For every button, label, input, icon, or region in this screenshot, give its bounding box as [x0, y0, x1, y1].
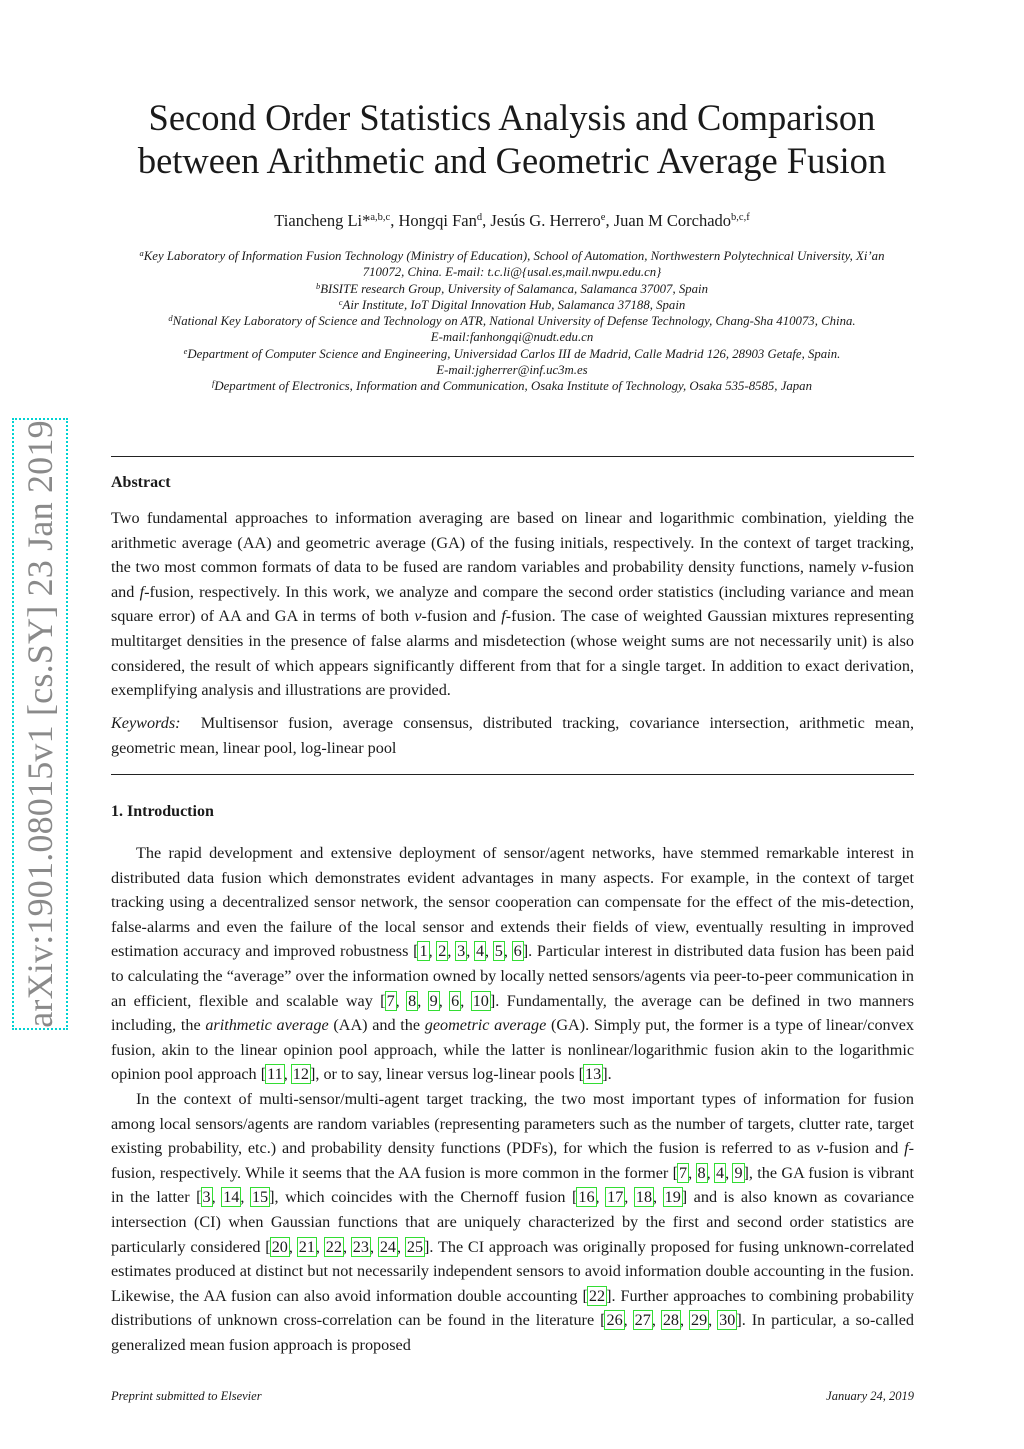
section-heading-introduction: 1. Introduction [111, 803, 214, 820]
citation-link[interactable]: 7 [386, 991, 395, 1010]
citation-link[interactable]: 19 [664, 1188, 681, 1207]
abstract-heading: Abstract [111, 474, 171, 491]
citation-link[interactable]: 27 [634, 1311, 651, 1330]
citation-link[interactable]: 5 [494, 942, 503, 961]
author-name: Juan M Corchado [613, 211, 732, 230]
footer-preprint-note: Preprint submitted to Elsevier [111, 1389, 262, 1403]
affiliation-e: $^e$Department of Computer Science and Engineering, Universidad Carlos III de Madrid, Calle Madrid 126, 28903 Getafe, Spain. [183, 345, 841, 361]
citation-link[interactable]: 12 [292, 1065, 309, 1084]
citation-link[interactable]: 15 [251, 1188, 269, 1207]
citation-link[interactable]: 23 [352, 1237, 369, 1256]
intro-paragraph-2: In the context of multi-sensor/multi-agent target tracking, the two most important types of information for fusion among local sensors/agents are random variables (representing parameters such as the number of targets, clutter rate, target existing probability, etc.) and probability density functions (PDFs), for which the fusion is referred to as v-fusion and f-fusion, respectively. While it seems that the AA fusion is more common in the former [7, 8, 4, 9], the GA fusion is vibrant in the latter [3, 14, 15], which coincides with the Chernoff fusion [16, 17, 18, 19] and is also known as covariance intersection (CI) when Gaussian functions that are uniquely characterized by the first and second order statistics are particularly considered [20, 21, 22, 23, 24, 25]. The CI approach was originally proposed for fusing unknown-correlated estimates produced at distinct but not necessarily independent sensors to avoid information double accounting in the fusion. Likewise, the AA fusion can also avoid information double accounting [22]. Further approaches to combining probability distributions of unknown cross-correlation can be found in the literature [26, 27, 28, 29, 30]. In particular, a so-called generalized mean fusion approach is proposed [111, 1090, 915, 1354]
citation-link[interactable]: 8 [697, 1163, 706, 1182]
citation-link[interactable]: 11 [267, 1065, 283, 1084]
bottom-divider [111, 774, 914, 775]
abstract-body: Two fundamental approaches to information averaging are based on linear and logarithmic combination, yielding the arithmetic average (AA) and geometric average (GA) of the fusing initials, respectively. In the context of target tracking, the two most common formats of data to be fused are random variables and probability density functions, namely v-fusion and f-fusion, respectively. In this work, we analyze and compare the second order statistics (including variance and mean square error) of AA and GA in terms of both v-fusion and f-fusion. The case of weighted Gaussian mixtures representing multitarget densities in the presence of false alarms and misdetection (whose weight sums are not necessarily unit) is also considered, the result of which appears significantly different from that for a single target. In addition to exact derivation, exemplifying analysis and illustrations are provided. [111, 509, 915, 700]
citation-link[interactable]: 1 [419, 942, 428, 961]
citation-link[interactable]: 24 [379, 1237, 396, 1256]
affiliation-d: $^d$National Key Laboratory of Science and Technology on ATR, National University of Defense Technology, Chang-Sha 410073, China. [168, 313, 856, 329]
citation-link[interactable]: 6 [451, 991, 460, 1010]
author-name: Hongqi Fan [398, 211, 477, 230]
citation-link[interactable]: 22 [325, 1237, 342, 1256]
citation-link[interactable]: 2 [438, 942, 447, 961]
citation-link[interactable]: 16 [578, 1188, 595, 1207]
citation-link[interactable]: 7 [679, 1163, 688, 1182]
title-line-2: between Arithmetic and Geometric Average Fusion [137, 140, 887, 181]
arxiv-stamp[interactable] [12, 418, 68, 1030]
intro-paragraph-1: The rapid development and extensive deployment of sensor/agent networks, have stemmed remarkable interest in distributed data fusion which demonstrates evident advantages in many aspects. For example, in the context of target tracking using a decentralized sensor network, the sensor cooperation can compensate for the effect of the mis-detection, false-alarms and even the failure of the local sensor and extends their fields of view, eventually resulting in improved estimation accuracy and improved robustness [1, 2, 3, 4, 5, 6]. Particular interest in distributed data fusion has been paid to calculating the “average” over the information owned by locally netted sensors/agents via peer-to-peer communication in an efficient, flexible and scalable way [7, 8, 9, 6, 10]. Fundamentally, the average can be defined in two manners including, the arithmetic average (AA) and the geometric average (GA). Simply put, the former is a type of linear/convex fusion, akin to the linear opinion pool approach, while the latter is nonlinear/logarithmic fusion akin to the logarithmic opinion pool approach [11, 12], or to say, linear versus log-linear pools [13]. [111, 844, 915, 1084]
citation-link[interactable]: 8 [408, 991, 417, 1010]
footer-date: January 24, 2019 [826, 1389, 914, 1403]
citation-link[interactable]: 20 [271, 1237, 288, 1256]
keywords-text: Multisensor fusion, average consensus, distributed tracking, covariance intersection, arithmetic mean, geometric mean, linear pool, log-linear pool [111, 714, 914, 757]
citation-link[interactable]: 21 [298, 1237, 315, 1256]
affiliation-a-email: 710072, China. E-mail: t.c.li@{usal.es,mail.nwpu.edu.cn} [362, 265, 662, 280]
citation-link[interactable]: 3 [457, 942, 466, 961]
author-affil-mark: a,b,c [370, 212, 391, 223]
affiliation-d-email: E-mail:fanhongqi@nudt.edu.cn [430, 330, 594, 345]
citation-link[interactable]: 25 [406, 1237, 424, 1256]
author-name: Tiancheng Li* [274, 211, 371, 230]
citation-link[interactable]: 26 [606, 1311, 623, 1330]
affiliation-b: $^b$BISITE research Group, University of Salamanca, Salamanca 37007, Spain [315, 280, 709, 296]
citation-link[interactable]: 6 [513, 942, 522, 961]
affiliation-e-email: E-mail:jgherrer@inf.uc3m.es [436, 363, 588, 378]
citation-link[interactable]: 4 [715, 1163, 725, 1182]
citation-link[interactable]: 3 [202, 1188, 211, 1207]
citation-link[interactable]: 28 [662, 1311, 679, 1330]
arxiv-stamp-text: arXiv:1901.08015v1 [cs.SY] 23 Jan 2019 [20, 420, 60, 1028]
affiliations [100, 248, 924, 395]
author-name: Jesús G. Herrero [490, 211, 601, 230]
citation-link[interactable]: 13 [585, 1065, 602, 1084]
citation-link[interactable]: 18 [635, 1188, 653, 1207]
affiliation-f: $^f$Department of Electronics, Information and Communication, Osaka Institute of Technology, Osaka 535-8585, Japan [212, 378, 812, 394]
author-affil-mark: e [600, 212, 606, 223]
author-affil-mark: b,c,f [731, 212, 750, 223]
paper-title [100, 96, 924, 182]
citation-link[interactable]: 29 [690, 1311, 708, 1330]
citation-link[interactable]: 22 [588, 1286, 606, 1305]
citation-link[interactable]: 10 [472, 991, 489, 1010]
citation-link[interactable]: 17 [607, 1188, 624, 1207]
citation-link[interactable]: 14 [223, 1188, 240, 1207]
top-divider [111, 456, 914, 457]
citation-link[interactable]: 9 [429, 991, 438, 1010]
keywords [111, 711, 914, 760]
author-list: Tiancheng Li*$^{a,b,c}$, Hongqi Fan$^d$, Jesús G. Herrero$^e$, Juan M Corchado$^{b,c,f}$ [274, 211, 750, 230]
affiliation-c: $^c$Air Institute, IoT Digital Innovation Hub, Salamanca 37188, Spain [338, 296, 686, 312]
citation-link[interactable]: 9 [734, 1163, 743, 1182]
author-affil-mark: d [476, 212, 483, 223]
title-line-1: Second Order Statistics Analysis and Comparison [148, 97, 876, 138]
citation-link[interactable]: 30 [719, 1311, 736, 1330]
affiliation-a: $^a$Key Laboratory of Information Fusion Technology (Ministry of Education), School of Automation, Northwestern Polytechnical University, Xi’an [139, 248, 885, 263]
citation-link[interactable]: 4 [475, 942, 485, 961]
keywords-label: Keywords: [111, 714, 181, 732]
